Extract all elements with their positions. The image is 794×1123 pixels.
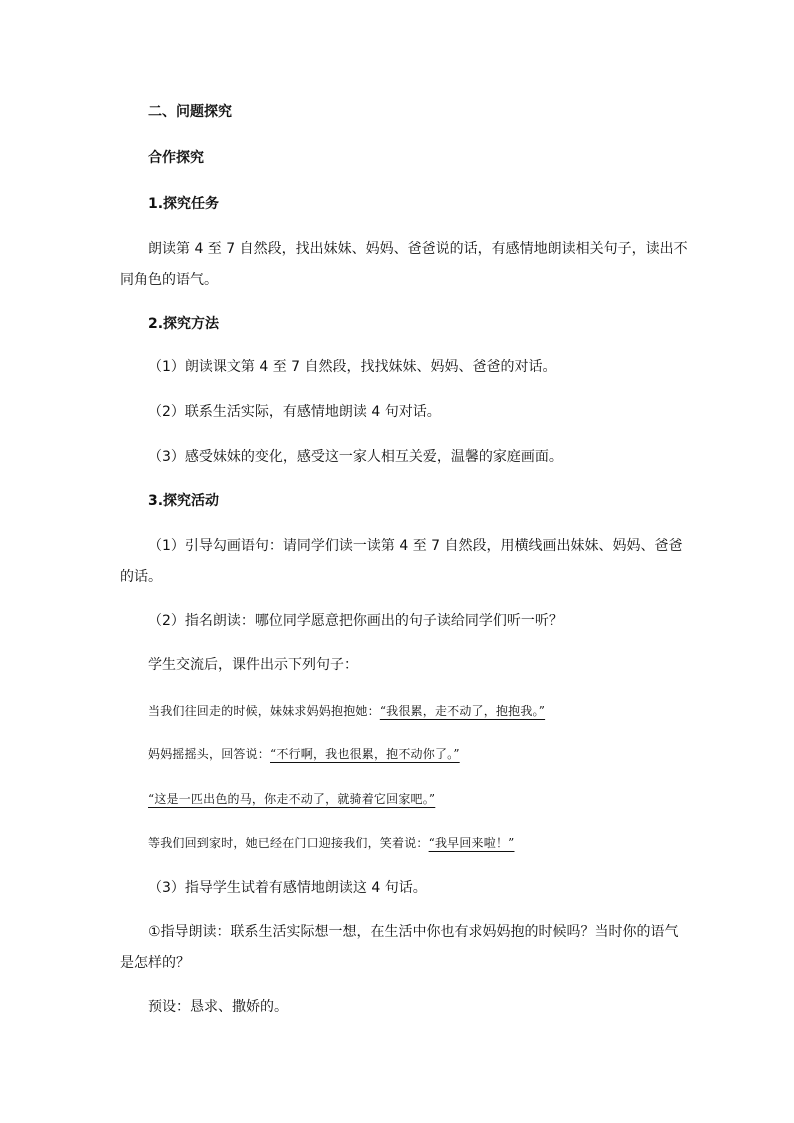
guide-line-1: ①指导朗读：联系生活实际想一想，在生活中你也有求妈妈抱的时候吗？当时你的语气 [148, 924, 679, 940]
task-heading: 1.探究任务 [148, 196, 220, 212]
method-item-3: （3）感受妹妹的变化，感受这一家人相互关爱，温馨的家庭画面。 [148, 449, 563, 465]
task-paragraph-line-2: 同角色的语气。 [120, 272, 218, 288]
quote-prefix: 妈妈摇摇头，回答说： [148, 747, 271, 761]
guide-line-2: 是怎样的？ [120, 955, 190, 971]
activity-item-2: （2）指名朗读：哪位同学愿意把你画出的句子读给同学们听一听？ [148, 613, 563, 629]
activity-item-3: （3）指导学生试着有感情地朗读这 4 句话。 [148, 880, 427, 896]
section-title: 二、问题探究 [148, 104, 232, 120]
preset-text: 预设：恳求、撒娇的。 [148, 999, 288, 1015]
method-item-1: （1）朗读课文第 4 至 7 自然段，找找妹妹、妈妈、爸爸的对话。 [148, 359, 557, 375]
method-heading: 2.探究方法 [148, 316, 220, 332]
subsection-title: 合作探究 [148, 150, 204, 166]
method-item-2: （2）联系生活实际，有感情地朗读 4 句对话。 [148, 404, 441, 420]
quote-line-1 [148, 702, 545, 720]
quote-prefix: 等我们回到家时，她已经在门口迎接我们，笑着说： [148, 836, 429, 850]
underlined-quote: “不行啊，我也很累，抱不动你了。” [270, 747, 460, 761]
activity-heading: 3.探究活动 [148, 493, 220, 509]
activity-item-1-line-2: 的话。 [120, 569, 162, 585]
underlined-quote: “我早回来啦！” [428, 836, 515, 850]
quote-prefix: 当我们往回走的时候，妹妹求妈妈抱抱她： [148, 704, 380, 718]
task-paragraph-line-1: 朗读第 4 至 7 自然段，找出妹妹、妈妈、爸爸说的话，有感情地朗读相关句子，读出不 [148, 241, 688, 257]
quote-line-3 [148, 790, 435, 808]
exchange-text: 学生交流后，课件出示下列句子： [148, 657, 358, 673]
underlined-quote: “我很累，走不动了，抱抱我。” [379, 704, 546, 718]
underlined-quote: “这是一匹出色的马，你走不动了，就骑着它回家吧。” [148, 792, 436, 806]
activity-item-1-line-1: （1）引导勾画语句：请同学们读一读第 4 至 7 自然段，用横线画出妹妹、妈妈、爸爸 [148, 538, 683, 554]
quote-line-4 [148, 834, 514, 852]
quote-line-2 [148, 745, 460, 763]
